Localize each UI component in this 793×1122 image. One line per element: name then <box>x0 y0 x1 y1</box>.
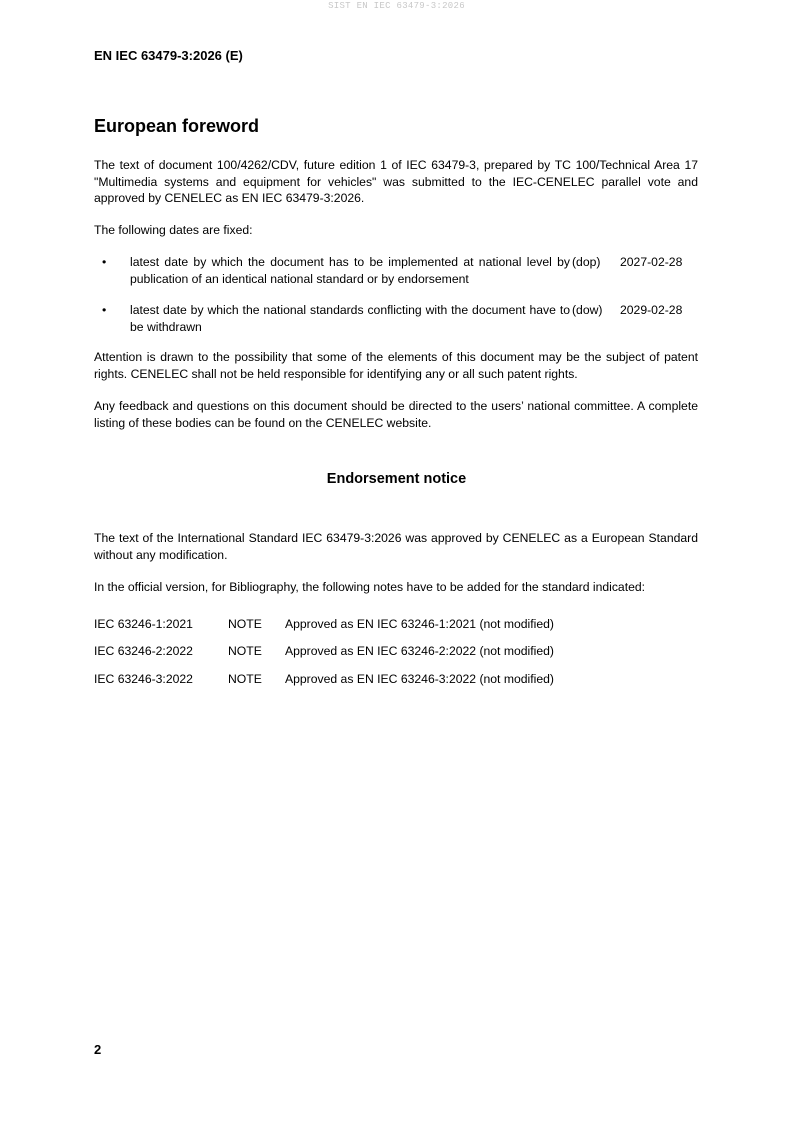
bullet-marker: • <box>102 303 107 317</box>
feedback-paragraph: Any feedback and questions on this document should be directed to the users’ national committee. A complete listing of these bodies can be found on the CENELEC website. <box>94 399 698 430</box>
document-id-header: EN IEC 63479-3:2026 (E) <box>94 48 243 63</box>
date-item-date: 2029-02-28 <box>620 303 683 317</box>
watermark: SIST EN IEC 63479-3:2026 <box>328 1 465 11</box>
endorsement-notice-title: Endorsement notice <box>326 471 467 487</box>
date-item-date: 2027-02-28 <box>620 255 683 269</box>
european-foreword-title: European foreword <box>94 116 260 136</box>
date-item-text: latest date by which the document has to be implemented at national level by publication of an identical national standard or by endorsement <box>130 255 570 286</box>
bullet-marker: • <box>102 255 107 269</box>
note-description: Approved as EN IEC 63246-2:2022 (not modified) <box>285 644 554 658</box>
note-description: Approved as EN IEC 63246-1:2021 (not modified) <box>285 617 554 631</box>
note-reference: IEC 63246-3:2022 <box>94 672 193 686</box>
note-reference: IEC 63246-2:2022 <box>94 644 193 658</box>
note-description: Approved as EN IEC 63246-3:2022 (not modified) <box>285 672 554 686</box>
bibliography-intro-paragraph: In the official version, for Bibliography, the following notes have to be added for the standard indicated: <box>94 580 646 594</box>
date-item-text: latest date by which the national standards conflicting with the document have to be withdrawn <box>130 303 570 334</box>
date-item-code: (dop) <box>572 255 601 269</box>
date-item-code: (dow) <box>572 303 603 317</box>
note-tag: NOTE <box>228 672 262 686</box>
note-reference: IEC 63246-1:2021 <box>94 617 193 631</box>
note-tag: NOTE <box>228 644 262 658</box>
foreword-intro-paragraph: The text of document 100/4262/CDV, future edition 1 of IEC 63479-3, prepared by TC 100/Technical Area 17 "Multimedia systems and equipment for vehicles" was submitted to the IEC-CENELEC parallel vote and approved by CENELEC as EN IEC 63479-3:2026. <box>94 158 698 205</box>
endorsement-text-paragraph: The text of the International Standard IEC 63479-3:2026 was approved by CENELEC as a European Standard without any modification. <box>94 531 698 562</box>
note-tag: NOTE <box>228 617 262 631</box>
dates-intro-paragraph: The following dates are fixed: <box>94 223 253 237</box>
page-number: 2 <box>94 1042 102 1057</box>
patent-paragraph: Attention is drawn to the possibility that some of the elements of this document may be the subject of patent rights. CENELEC shall not be held responsible for identifying any or all such patent rights. <box>94 350 698 381</box>
